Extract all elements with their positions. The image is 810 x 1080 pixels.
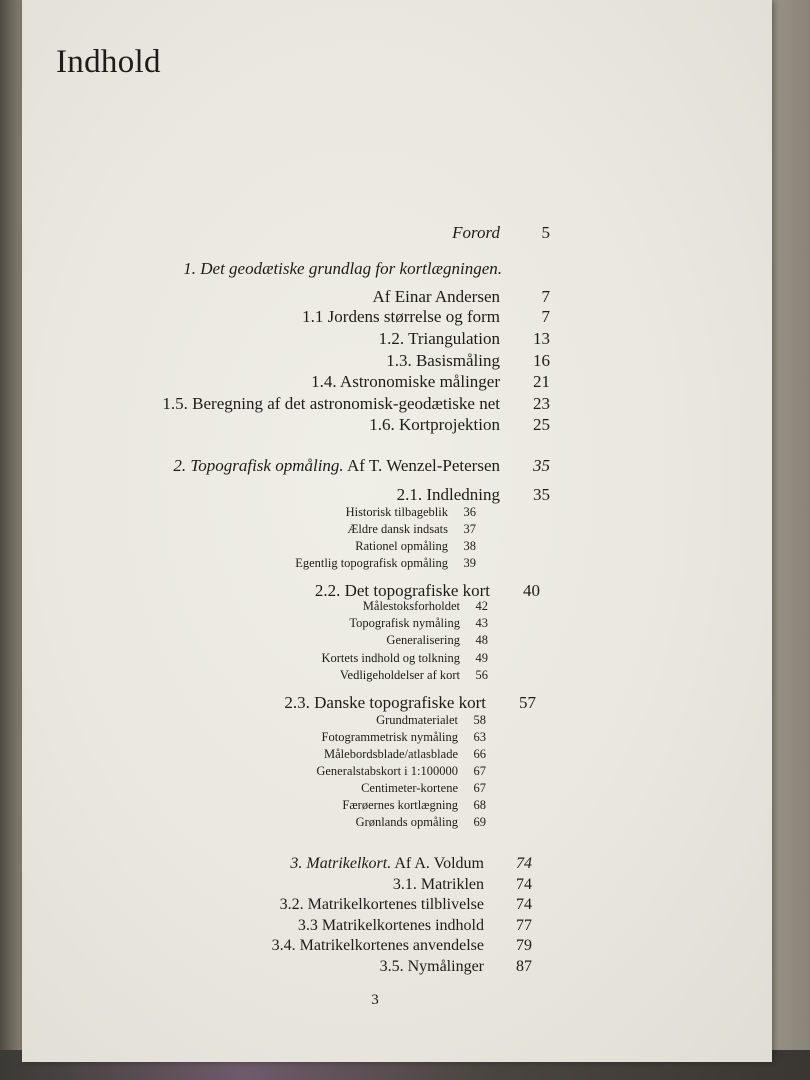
toc-subentry: [202, 539, 476, 554]
toc-entry-title: Historisk tilbageblik: [345, 505, 448, 519]
toc-entry-page: 77: [516, 917, 532, 934]
toc-subentry: [202, 764, 486, 779]
toc-entry-title: Ældre dansk indsats: [347, 522, 448, 536]
toc-chapter-1-author: [262, 287, 550, 307]
toc-entry-page: 40: [523, 581, 540, 600]
toc-chapter-title: 3. Matrikelkort.: [290, 855, 392, 872]
toc-entry-title: 1.2. Triangulation: [378, 329, 500, 348]
toc-entry-title: 2.2. Det topografiske kort: [314, 581, 490, 600]
toc-chapter-2: [82, 456, 550, 476]
toc-entry-page: 48: [475, 633, 488, 647]
toc-entry-page: 56: [475, 668, 488, 682]
toc-section: [182, 896, 532, 914]
toc-entry-title: 2.3. Danske topografiske kort: [284, 693, 486, 712]
toc-entry-page: 37: [463, 522, 476, 536]
toc-entry-page: 49: [475, 651, 488, 665]
toc-author: Af T. Wenzel-Petersen: [343, 456, 500, 475]
toc-entry: [82, 394, 550, 414]
toc-entry-title: Fotogrammetrisk nymåling: [321, 730, 458, 744]
toc-entry-page: 68: [473, 798, 486, 812]
toc-entry-title: 1.3. Basismåling: [386, 351, 500, 370]
toc-entry: [122, 351, 550, 371]
toc-entry-title: Topografisk nymåling: [349, 616, 460, 630]
toc-section: [202, 693, 536, 713]
toc-entry-page: 36: [463, 505, 476, 519]
toc-section: [182, 917, 532, 935]
toc-author: Af Einar Andersen: [372, 287, 500, 306]
toc-entry-title: Kortets indhold og tolkning: [321, 651, 460, 665]
toc-entry-forord: [322, 223, 550, 243]
toc-entry-page: 16: [533, 351, 550, 370]
toc-entry-page: 35: [533, 485, 550, 504]
toc-entry-title: 2.1. Indledning: [396, 485, 500, 504]
toc-entry-page: 66: [473, 747, 486, 761]
page-number: 3: [371, 992, 379, 1008]
toc-entry-page: 7: [541, 307, 550, 326]
toc-entry-page: 74: [516, 896, 532, 913]
toc-entry-title: 3.3 Matrikelkortenes indhold: [297, 917, 484, 934]
toc-entry-page: 87: [516, 958, 532, 975]
toc-entry-title: 3.4. Matrikelkortenes anvendelse: [271, 937, 484, 954]
toc-subentry: [202, 599, 488, 614]
toc-entry: [122, 372, 550, 392]
toc-entry-title: 1.4. Astronomiske målinger: [311, 372, 500, 391]
toc-entry-page: 38: [463, 539, 476, 553]
toc-subentry: [202, 730, 486, 745]
toc-chapter-title: 2. Topografisk opmåling.: [173, 456, 344, 475]
toc-entry-title: Grundmaterialet: [376, 713, 458, 727]
toc-author: Af A. Voldum: [391, 855, 484, 872]
toc-entry-page: 13: [533, 329, 550, 348]
toc-entry-title: 3.2. Matrikelkortenes tilblivelse: [279, 896, 484, 913]
toc-entry-title: Rationel opmåling: [355, 539, 448, 553]
toc-subentry: [202, 651, 488, 666]
toc-chapter-1: [122, 259, 502, 279]
toc-section: [222, 485, 550, 505]
toc-subentry: [202, 781, 486, 796]
toc-entry-title: Generalstabskort i 1:100000: [316, 764, 458, 778]
toc-section: [182, 876, 532, 894]
book-page: [22, 0, 772, 1062]
toc-entry-title: Grønlands opmåling: [355, 815, 458, 829]
toc-subentry: [202, 713, 486, 728]
toc-entry-title: Egentlig topografisk opmåling: [295, 556, 448, 570]
toc-entry-page: 7: [541, 287, 550, 306]
toc-entry-title: Centimeter-kortene: [361, 781, 458, 795]
toc-subentry: [202, 522, 476, 537]
toc-entry-page: 23: [533, 394, 550, 413]
toc-entry-title: 1.6. Kortprojektion: [369, 415, 500, 434]
toc-entry-title: Forord: [452, 223, 500, 242]
toc-chapter-3: [182, 855, 532, 873]
toc-entry-page: 79: [516, 937, 532, 954]
toc-entry-page: 67: [473, 781, 486, 795]
toc-section: [222, 581, 540, 601]
toc-entry-page: 63: [473, 730, 486, 744]
toc-entry-title: 1.5. Beregning af det astronomisk-geodætiske net: [162, 394, 500, 413]
toc-subentry: [202, 747, 486, 762]
toc-entry-page: 35: [533, 456, 550, 475]
toc-section: [182, 937, 532, 955]
toc-entry-page: 39: [463, 556, 476, 570]
toc-entry-page: 69: [473, 815, 486, 829]
toc-subentry: [202, 616, 488, 631]
toc-entry-page: 21: [533, 372, 550, 391]
toc-entry-page: 42: [475, 599, 488, 613]
toc-entry-title: 3.1. Matriklen: [392, 876, 484, 893]
toc-entry-title: 1.1 Jordens størrelse og form: [302, 307, 500, 326]
toc-entry-page: 5: [541, 223, 550, 242]
toc-entry-page: 25: [533, 415, 550, 434]
toc-entry-page: 57: [519, 693, 536, 712]
toc-entry-title: Vedligeholdelser af kort: [339, 668, 460, 682]
toc-entry-title: Færøernes kortlægning: [342, 798, 458, 812]
toc-subentry: [202, 556, 476, 571]
toc-entry-page: 58: [473, 713, 486, 727]
toc-subentry: [202, 505, 476, 520]
toc-entry: [122, 307, 550, 327]
toc-entry-title: 3.5. Nymålinger: [379, 958, 484, 975]
toc-subentry: [202, 798, 486, 813]
page-title: Indhold: [56, 44, 161, 80]
toc-subentry: [202, 668, 488, 683]
toc-section: [182, 958, 532, 976]
toc-entry-page: 43: [475, 616, 488, 630]
toc-chapter-title: 1. Det geodætiske grundlag for kortlægningen.: [183, 259, 502, 278]
toc-entry-title: Målestoksforholdet: [362, 599, 460, 613]
toc-entry-title: Målebordsblade/atlasblade: [324, 747, 458, 761]
toc-entry-page: 74: [516, 855, 532, 872]
toc-entry-title: Generalisering: [386, 633, 460, 647]
toc-subentry: [202, 815, 486, 830]
toc-subentry: [202, 633, 488, 648]
toc-entry: [122, 415, 550, 435]
toc-entry: [122, 329, 550, 349]
toc-entry-page: 67: [473, 764, 486, 778]
toc-entry-page: 74: [516, 876, 532, 893]
